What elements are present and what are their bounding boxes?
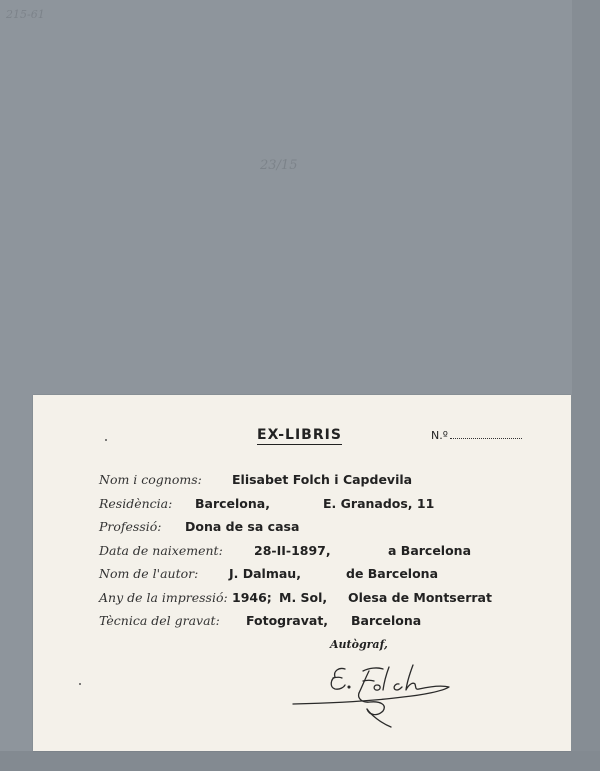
field-value: M. Sol, bbox=[279, 590, 328, 605]
field-value: 1946; bbox=[232, 590, 272, 605]
field-row-name bbox=[33, 472, 571, 490]
field-value: a Barcelona bbox=[388, 543, 472, 558]
field-value: de Barcelona bbox=[346, 566, 438, 581]
field-value: 28-II-1897, bbox=[254, 543, 331, 558]
ex-libris-card bbox=[33, 395, 571, 751]
field-row-profession bbox=[33, 519, 571, 537]
board-right-edge bbox=[572, 0, 600, 771]
field-label: Professió: bbox=[99, 519, 162, 534]
field-value: J. Dalmau, bbox=[229, 566, 301, 581]
pencil-inventory-note: 215-61 bbox=[6, 8, 45, 21]
pencil-faint-note: 23/15 bbox=[260, 158, 298, 173]
field-value: Dona de sa casa bbox=[185, 519, 300, 534]
paper-speck bbox=[105, 439, 107, 441]
field-row-residence bbox=[33, 496, 571, 514]
field-value: Fotogravat, bbox=[246, 613, 329, 628]
field-label: Nom de l'autor: bbox=[99, 566, 199, 581]
field-label: Nom i cognoms: bbox=[99, 472, 202, 487]
field-label: Data de naixement: bbox=[99, 543, 223, 558]
field-row-print-year bbox=[33, 590, 571, 608]
field-row-technique bbox=[33, 613, 571, 631]
handwritten-signature bbox=[273, 657, 473, 747]
field-value: Barcelona, bbox=[195, 496, 270, 511]
number-field bbox=[431, 429, 522, 442]
card-header bbox=[33, 427, 571, 449]
autograph-label: Autògraf, bbox=[330, 638, 388, 651]
field-value: Olesa de Montserrat bbox=[348, 590, 492, 605]
field-value: E. Granados, 11 bbox=[323, 496, 435, 511]
field-label: Tècnica del gravat: bbox=[99, 613, 220, 628]
field-value: Elisabet Folch i Capdevila bbox=[232, 472, 413, 487]
field-row-author bbox=[33, 566, 571, 584]
paper-speck bbox=[79, 683, 81, 685]
field-value: Barcelona bbox=[351, 613, 422, 628]
number-label: N.º bbox=[431, 429, 448, 442]
board-bottom-edge bbox=[0, 751, 600, 771]
card-title: EX-LIBRIS bbox=[257, 427, 342, 443]
number-dotted-line bbox=[450, 438, 522, 439]
field-label: Residència: bbox=[99, 496, 173, 511]
field-label: Any de la impressió: bbox=[99, 590, 228, 605]
field-row-birthdate bbox=[33, 543, 571, 561]
